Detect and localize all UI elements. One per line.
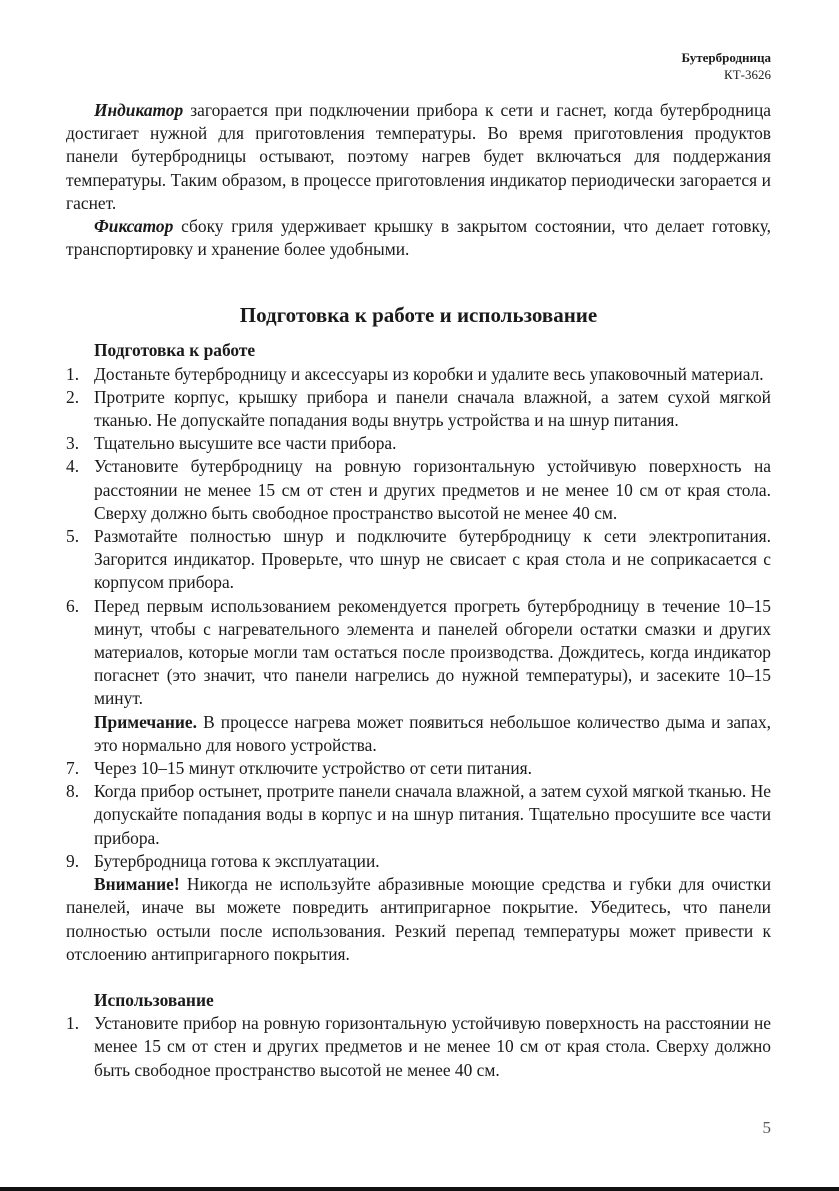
- list-item: [66, 757, 771, 780]
- preparation-heading: Подготовка к работе: [94, 340, 256, 361]
- step-text: Через 10–15 минут отключите устройство от сети питания.: [94, 758, 532, 779]
- step-number: 1.: [66, 1013, 80, 1034]
- section-title: Подготовка к работе и использование: [239, 303, 598, 328]
- step-text: Тщательно высушите все части прибора.: [94, 433, 397, 454]
- step-text: Когда прибор остынет, протрите панели сначала влажной, а затем сухой мягкой тканью. Не допускайте попадания воды в корпус и на шнур питания. Тщательно просушите все части прибора.: [94, 781, 771, 848]
- step-number: 2.: [66, 386, 80, 407]
- step-number: 7.: [66, 758, 80, 779]
- step-number: 5.: [66, 526, 80, 547]
- list-item: [66, 363, 771, 386]
- note-label: Примечание.: [94, 711, 197, 732]
- usage-steps-list: [66, 1012, 771, 1082]
- list-item: [66, 432, 771, 455]
- step-text: Размотайте полностью шнур и подключите бутербродницу к сети электропитания. Загорится индикатор. Проверьте, что шнур не свисает с края стола и не соприкасается с корпусом прибора.: [94, 526, 771, 593]
- warning-text: Никогда не используйте абразивные моющие средства и губки для очистки панелей, иначе вы можете повредить антипригарное покрытие. Убедитесь, что панели полностью остыли после использования. Резкий перепад температуры может привести к отслоению антипригарного покрытия.: [66, 874, 771, 964]
- step-text: Бутербродница готова к эксплуатации.: [94, 850, 380, 871]
- step-text: Достаньте бутербродницу и аксессуары из коробки и удалите весь упаковочный материал.: [94, 363, 764, 384]
- list-item: [66, 525, 771, 595]
- list-item: [66, 595, 771, 711]
- list-item: [66, 780, 771, 850]
- list-item: [66, 455, 771, 525]
- preparation-steps-list-continued: [66, 757, 771, 873]
- bottom-border-rule: [0, 1187, 839, 1191]
- note-text: В процессе нагрева может появиться небольшое количество дыма и запах, это нормально для нового устройства.: [94, 711, 771, 755]
- manual-page: [66, 0, 771, 1191]
- indicator-term: Индикатор: [94, 100, 184, 120]
- page-body: [66, 99, 771, 1082]
- step-number: 6.: [66, 595, 80, 616]
- note-paragraph: [94, 711, 771, 757]
- latch-text: сбоку гриля удерживает крышку в закрытом состоянии, что делает готовку, транспортировку и хранение более удобными.: [66, 216, 771, 260]
- list-item: [66, 386, 771, 432]
- header-model-code: КТ-3626: [724, 67, 771, 82]
- indicator-text: загорается при подключении прибора к сети и гаснет, когда бутербродница достигает нужной для приготовления температуры. Во время приготовления продуктов панели бутербродницы остывают, поэтому нагрев будет включаться для поддержания температуры. Таким образом, в процессе приготовления индикатор периодически загорается и гаснет.: [66, 100, 771, 213]
- page-number: 5: [762, 1118, 771, 1137]
- step-text: Установите бутербродницу на ровную горизонтальную устойчивую поверхность на расстоянии не менее 15 см от стен и других предметов и не менее 10 см от края стола. Сверху должно быть свободное пространство высотой не менее 40 см.: [94, 456, 771, 523]
- step-number: 8.: [66, 781, 80, 802]
- step-text: Протрите корпус, крышку прибора и панели сначала влажной, а затем сухой мягкой тканью. Не допускайте попадания воды внутрь устройства и на шнур питания.: [94, 386, 771, 431]
- step-text: Установите прибор на ровную горизонтальную устойчивую поверхность на расстоянии не менее 15 см от стен и других предметов и не менее 10 см от края стола. Сверху должно быть свободное пространство высотой не менее 40 см.: [94, 1013, 771, 1080]
- warning-label: Внимание!: [94, 874, 180, 895]
- list-item: [66, 1012, 771, 1082]
- header-product-name: Бутербродница: [681, 50, 771, 65]
- preparation-steps-list: [66, 363, 771, 711]
- page-header: [681, 49, 771, 83]
- section-spacer: [66, 966, 771, 989]
- step-number: 3.: [66, 433, 80, 454]
- list-item: [66, 850, 771, 873]
- usage-heading: Использование: [94, 989, 214, 1010]
- step-text: Перед первым использованием рекомендуется прогреть бутербродницу в течение 10–15 минут, чтобы с нагревательного элемента и панелей обгорели остатки смазки и других материалов, которые могли там остаться после производства. Дождитесь, когда индикатор погаснет (это значит, что панели нагрелись до нужной температуры), и засеките 10–15 минут.: [94, 595, 771, 709]
- latch-term: Фиксатор: [94, 216, 174, 237]
- warning-paragraph: [66, 873, 771, 966]
- step-number: 4.: [66, 456, 80, 477]
- latch-paragraph: [66, 215, 771, 261]
- indicator-paragraph: [66, 99, 771, 215]
- step-number: 9.: [66, 850, 80, 871]
- step-number: 1.: [66, 363, 80, 384]
